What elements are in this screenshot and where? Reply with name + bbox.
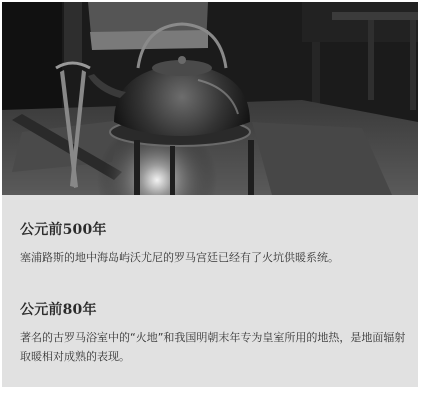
entry-year: 公元前500年 (20, 222, 107, 238)
entry-text: 著名的古罗马浴室中的“火地”和我国明朝末年专为皇室所用的地热，是地面辐射取暖相对成熟的表现。 (20, 331, 406, 363)
timeline-entry (20, 221, 412, 267)
entry-text: 塞浦路斯的地中海岛屿沃尤尼的罗马宫廷已经有了火坑供暖系统。 (20, 251, 339, 264)
photo-icon (2, 2, 418, 195)
entry-year: 公元前80年 (20, 302, 97, 318)
timeline-entry (20, 301, 412, 366)
history-card (2, 2, 418, 387)
kettle-over-fire-photo (2, 2, 418, 195)
